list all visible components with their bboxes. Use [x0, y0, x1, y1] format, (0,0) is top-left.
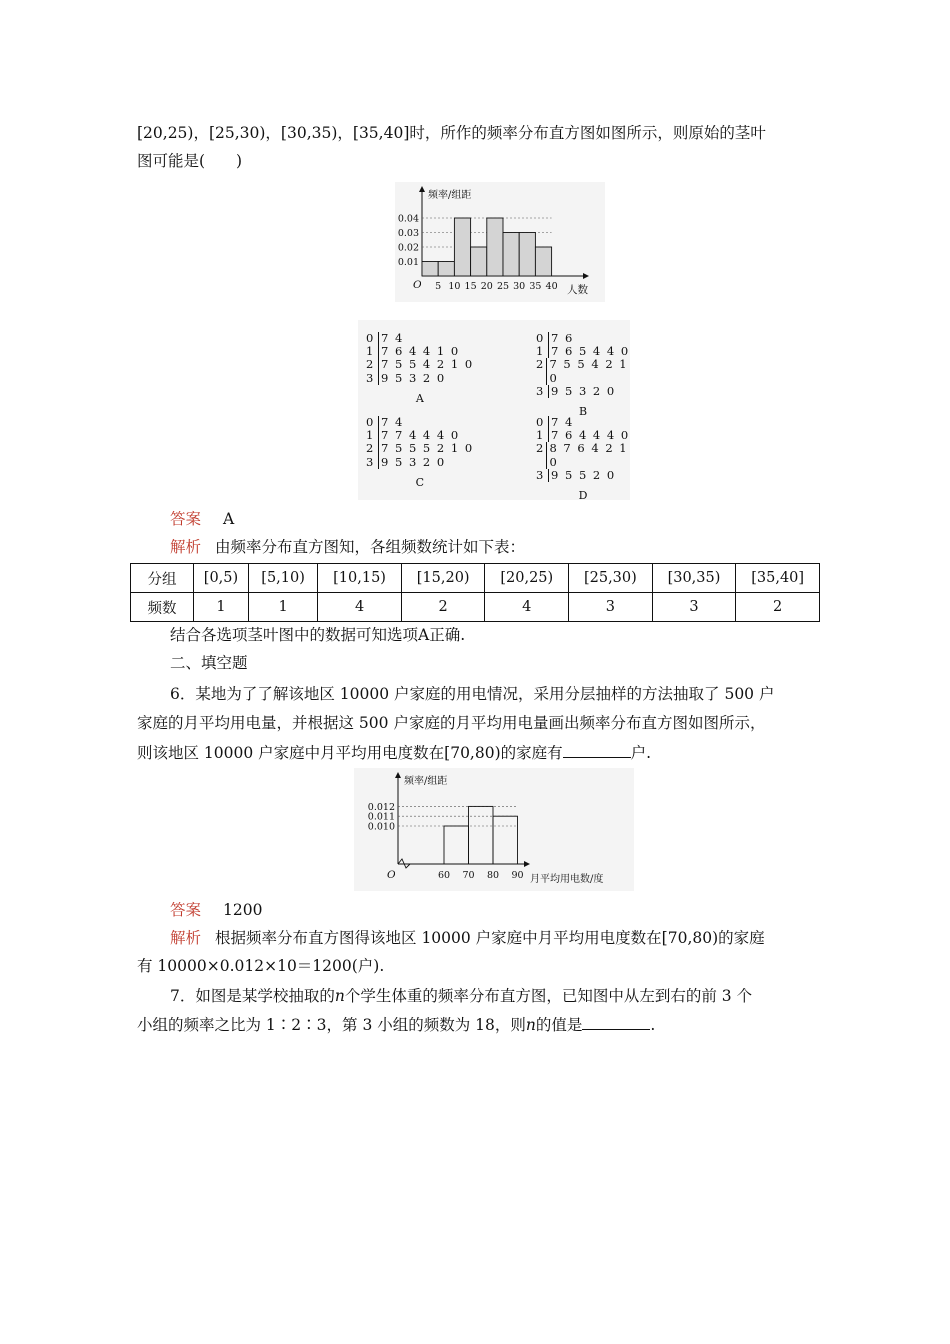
y-tick-label: 0.012 [367, 801, 395, 813]
frequency-histogram-1 [395, 182, 605, 302]
stem-value: 0 [536, 416, 549, 429]
histogram-bar [535, 247, 551, 276]
table-cell: 4 [318, 593, 402, 622]
analysis-line [170, 536, 525, 558]
stem-leaf-row [366, 456, 474, 469]
stem-leaf-option-d [536, 416, 630, 502]
x-tick-label: 25 [496, 281, 510, 292]
leaf-values: 7 5 5 4 2 1 0 [549, 357, 629, 385]
table-header-cell: 频数 [131, 593, 194, 622]
stem-value: 0 [536, 332, 549, 345]
y-tick-label: 0.03 [397, 228, 419, 239]
table-cell: [30,35) [652, 564, 736, 593]
origin-label: O [387, 869, 396, 881]
answer-value: A [223, 510, 235, 528]
table-cell: 3 [652, 593, 736, 622]
stem-value: 2 [536, 442, 547, 468]
table-cell: [5,10) [248, 564, 317, 593]
table-row [131, 593, 820, 622]
table-cell: [35,40] [736, 564, 820, 593]
stem-leaf-row [366, 358, 474, 371]
stem-value: 3 [536, 469, 549, 482]
histogram-bar [454, 218, 470, 276]
stem-value: 2 [536, 358, 547, 384]
stem-value: 0 [366, 416, 379, 429]
answer-line [170, 508, 234, 530]
table-cell: 2 [401, 593, 485, 622]
table-header-cell: 分组 [131, 564, 194, 593]
variable-n: n [334, 987, 345, 1005]
answer-label: 答案 [170, 510, 202, 528]
y-tick-label: 0.011 [367, 811, 395, 823]
table-cell: 1 [248, 593, 317, 622]
x-tick-label: 70 [462, 870, 475, 881]
question-text: . [650, 1016, 656, 1034]
question-text-line [137, 1013, 655, 1036]
frequency-histogram-2 [354, 768, 634, 891]
x-tick-label: 80 [486, 870, 500, 881]
conclusion-text: 结合各选项茎叶图中的数据可知选项A正确. [170, 626, 466, 644]
leaf-values: 9 5 3 2 0 [381, 454, 446, 469]
analysis-label: 解析 [170, 929, 202, 947]
leaf-values: 7 6 [551, 331, 574, 345]
stem-leaf-row [536, 385, 630, 398]
leaf-values: 7 6 4 4 1 0 [381, 344, 460, 359]
histogram-bar [422, 262, 438, 277]
table-cell: 1 [194, 593, 249, 622]
table-cell: [25,30) [569, 564, 653, 593]
question-text-line: [20,25)，[25,30)，[30,35)，[35,40]时，所作的频率分布直方图如图所示，则原始的茎叶 [137, 124, 766, 142]
stem-value: 1 [536, 429, 549, 442]
histogram-bar [503, 233, 519, 277]
leaf-values: 7 4 [381, 415, 404, 429]
stem-leaf-row [366, 442, 474, 455]
table-cell: [20,25) [485, 564, 569, 593]
option-label: A [415, 391, 424, 405]
y-tick-label: 0.01 [397, 257, 419, 268]
stem-value: 3 [536, 385, 549, 398]
leaf-values: 9 5 3 2 0 [381, 370, 446, 385]
y-tick-label: 0.010 [367, 821, 395, 833]
option-label: D [578, 489, 588, 503]
answer-label: 答案 [170, 901, 202, 919]
y-axis-arrow [419, 186, 425, 192]
question-text: 户. [630, 744, 652, 762]
x-tick-label: 90 [511, 870, 524, 881]
leaf-values: 8 7 6 4 2 1 0 [549, 441, 629, 469]
stem-leaf-option-c [366, 416, 474, 489]
y-tick-label: 0.02 [397, 242, 419, 254]
variable-n: n [525, 1016, 536, 1034]
question-text: 小组的频率之比为 1∶2∶3，第 3 小组的频数为 18，则 [137, 1016, 526, 1034]
stem-value: 1 [366, 345, 379, 358]
leaf-values: 7 4 [551, 415, 574, 429]
histogram-bar [469, 806, 494, 864]
option-label: C [415, 475, 425, 489]
stem-value: 2 [366, 442, 379, 455]
histogram-bar [471, 247, 487, 276]
analysis-text: 由频率分布直方图知，各组频数统计如下表： [215, 538, 526, 556]
y-tick-label: 0.04 [397, 213, 419, 225]
stem-value: 0 [366, 332, 379, 345]
leaf-values: 7 7 4 4 4 0 [381, 428, 460, 443]
leaf-values: 7 4 [381, 331, 404, 345]
analysis-line [170, 927, 765, 949]
leaf-values: 7 5 5 5 2 1 0 [381, 441, 474, 456]
stem-leaf-row [536, 469, 630, 482]
analysis-text: 有 10000×0.012×10＝1200(户). [137, 957, 385, 975]
x-tick-label: 5 [435, 281, 442, 292]
stem-leaf-option-a [366, 332, 474, 405]
stem-value: 3 [366, 456, 379, 469]
option-label: B [578, 405, 588, 419]
x-axis-label: 人数 [567, 284, 588, 296]
x-tick-label: 20 [480, 281, 493, 292]
table-cell: 4 [485, 593, 569, 622]
y-axis-arrow [395, 772, 401, 778]
section-heading: 二、填空题 [170, 654, 248, 672]
stem-leaf-row [536, 358, 630, 384]
stem-value: 1 [366, 429, 379, 442]
question-text: 则该地区 10000 户家庭中月平均用电度数在[70,80)的家庭有 [137, 744, 563, 762]
x-axis-arrow [583, 273, 589, 279]
x-axis-label: 月平均用电数/度 [530, 874, 604, 885]
answer-line [170, 899, 262, 921]
table-row [131, 564, 820, 593]
stem-leaf-options-figure [358, 320, 630, 503]
question-text-line [137, 741, 651, 764]
stem-leaf-row [536, 442, 630, 468]
stem-value: 2 [366, 358, 379, 371]
table-cell: [10,15) [318, 564, 402, 593]
y-axis-label: 频率/组距 [404, 776, 448, 787]
table-cell: 2 [736, 593, 820, 622]
histogram-bar [519, 233, 535, 277]
question-text: 的值是 [535, 1016, 583, 1034]
x-tick-label: 35 [529, 281, 542, 292]
x-tick-label: 10 [448, 281, 461, 292]
stem-leaf-option-b [536, 332, 630, 418]
histogram-bar [438, 262, 454, 277]
leaf-values: 7 6 5 4 4 0 [551, 344, 630, 359]
x-tick-label: 40 [545, 281, 558, 292]
x-tick-label: 60 [437, 870, 451, 881]
frequency-table [130, 563, 820, 622]
leaf-values: 7 6 4 4 4 0 [551, 428, 630, 443]
histogram-bar [487, 218, 503, 276]
x-axis-arrow [524, 861, 530, 867]
analysis-label: 解析 [170, 538, 202, 556]
stem-value: 3 [366, 372, 379, 385]
histogram-bar [444, 826, 469, 864]
histogram-bar [493, 816, 518, 864]
leaf-values: 9 5 5 2 0 [551, 467, 616, 482]
leaf-values: 7 5 5 4 2 1 0 [381, 357, 474, 372]
stem-value: 1 [536, 345, 549, 358]
y-axis-label: 频率/组距 [428, 190, 472, 201]
question-text: 个学生体重的频率分布直方图，已知图中从左到右的前 3 个 [344, 987, 753, 1005]
stem-leaf-row [366, 372, 474, 385]
x-tick-label: 15 [464, 281, 477, 292]
answer-value: 1200 [223, 901, 263, 919]
table-cell: [15,20) [401, 564, 485, 593]
question-text-line: 图可能是( ) [137, 152, 243, 170]
origin-label: O [413, 279, 422, 291]
x-tick-label: 30 [513, 281, 526, 292]
answer-blank [582, 1013, 650, 1030]
answer-blank [563, 741, 631, 758]
question-text-line: 家庭的月平均用电量，并根据这 500 户家庭的月平均用电量画出频率分布直方图如图所示， [137, 714, 766, 732]
question-text: 7．如图是某学校抽取的 [170, 987, 335, 1005]
table-cell: [0,5) [194, 564, 249, 593]
analysis-text: 根据频率分布直方图得该地区 10000 户家庭中月平均用电度数在[70,80)的家庭 [215, 929, 765, 947]
question-text-line [170, 985, 752, 1007]
question-text-line: 6．某地为了了解该地区 10000 户家庭的用电情况，采用分层抽样的方法抽取了 500 户 [170, 685, 775, 703]
table-cell: 3 [569, 593, 653, 622]
leaf-values: 9 5 3 2 0 [551, 383, 616, 398]
